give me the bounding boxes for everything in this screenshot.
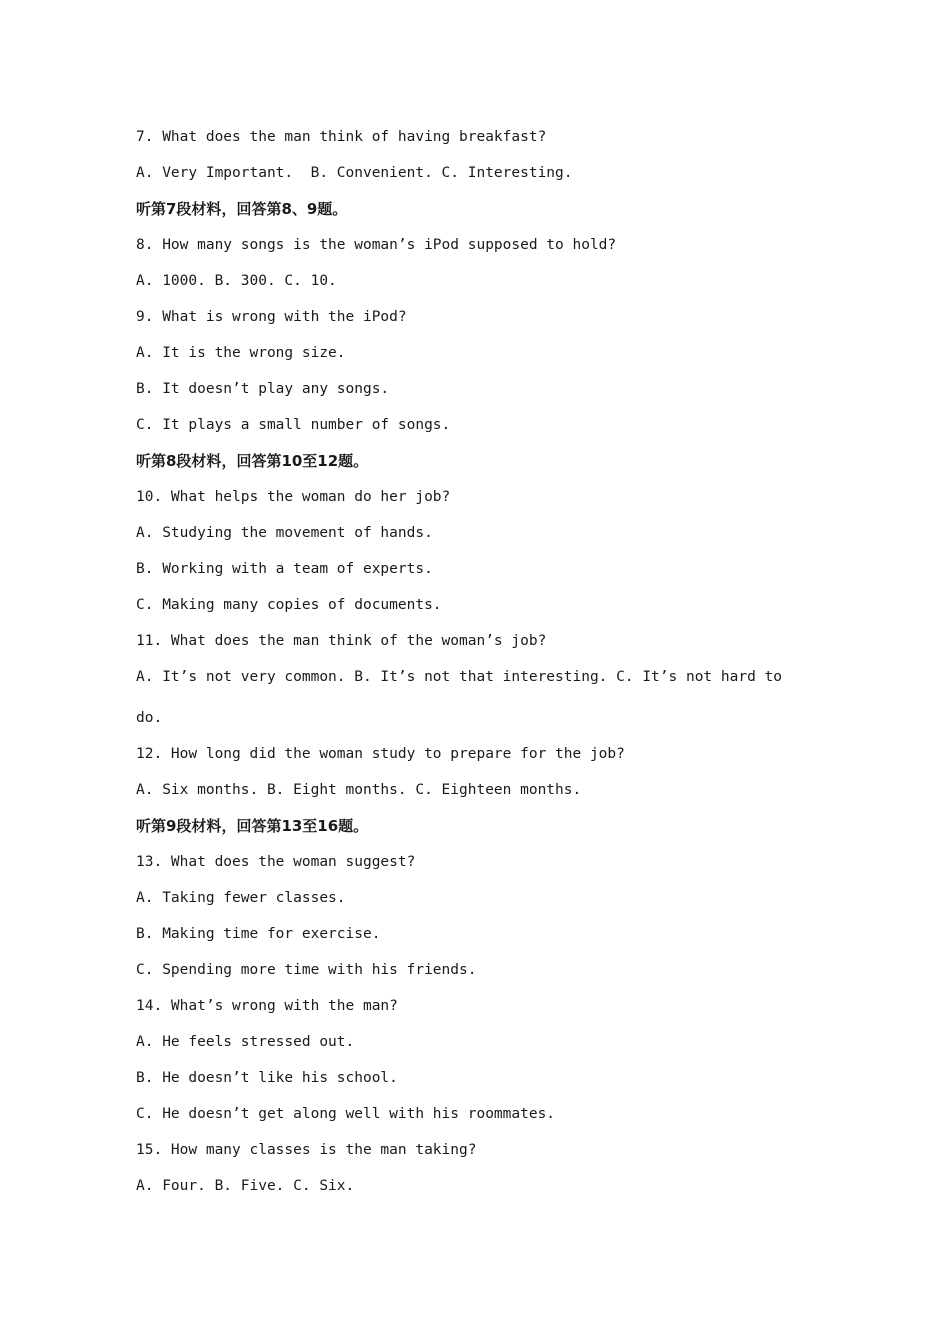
question-11-options-continued: do. bbox=[136, 710, 163, 726]
question-9-option-b: B. It doesn’t play any songs. bbox=[136, 381, 390, 397]
question-9: 9. What is wrong with the iPod? bbox=[136, 309, 407, 325]
question-13-option-a: A. Taking fewer classes. bbox=[136, 890, 346, 906]
question-12: 12. How long did the woman study to prepare for the job? bbox=[136, 746, 625, 762]
section-heading-7: 听第7段材料，回答第8、9题。 bbox=[136, 200, 348, 218]
question-13-option-c: C. Spending more time with his friends. bbox=[136, 962, 477, 978]
section-heading-8: 听第8段材料，回答第10至12题。 bbox=[136, 452, 369, 470]
question-14-option-b: B. He doesn’t like his school. bbox=[136, 1070, 398, 1086]
question-14: 14. What’s wrong with the man? bbox=[136, 998, 398, 1014]
question-7-options: A. Very Important. B. Convenient. C. Interesting. bbox=[136, 165, 573, 181]
question-10-option-a: A. Studying the movement of hands. bbox=[136, 525, 433, 541]
question-9-option-c: C. It plays a small number of songs. bbox=[136, 417, 451, 433]
question-10: 10. What helps the woman do her job? bbox=[136, 489, 451, 505]
question-list bbox=[136, 124, 816, 1209]
question-7: 7. What does the man think of having breakfast? bbox=[136, 129, 547, 145]
question-13-option-b: B. Making time for exercise. bbox=[136, 926, 381, 942]
question-14-option-c: C. He doesn’t get along well with his roommates. bbox=[136, 1106, 556, 1122]
question-14-option-a: A. He feels stressed out. bbox=[136, 1034, 355, 1050]
question-11: 11. What does the man think of the woman’s job? bbox=[136, 633, 547, 649]
question-15-options: A. Four. B. Five. C. Six. bbox=[136, 1178, 355, 1194]
question-12-options: A. Six months. B. Eight months. C. Eighteen months. bbox=[136, 782, 582, 798]
question-8: 8. How many songs is the woman’s iPod supposed to hold? bbox=[136, 237, 617, 253]
question-8-options: A. 1000. B. 300. C. 10. bbox=[136, 273, 337, 289]
question-11-options: A. It’s not very common. B. It’s not that interesting. C. It’s not hard to bbox=[136, 669, 783, 685]
question-10-option-c: C. Making many copies of documents. bbox=[136, 597, 442, 613]
section-heading-9: 听第9段材料，回答第13至16题。 bbox=[136, 817, 369, 835]
question-9-option-a: A. It is the wrong size. bbox=[136, 345, 346, 361]
question-10-option-b: B. Working with a team of experts. bbox=[136, 561, 433, 577]
question-15: 15. How many classes is the man taking? bbox=[136, 1142, 477, 1158]
question-13: 13. What does the woman suggest? bbox=[136, 854, 416, 870]
